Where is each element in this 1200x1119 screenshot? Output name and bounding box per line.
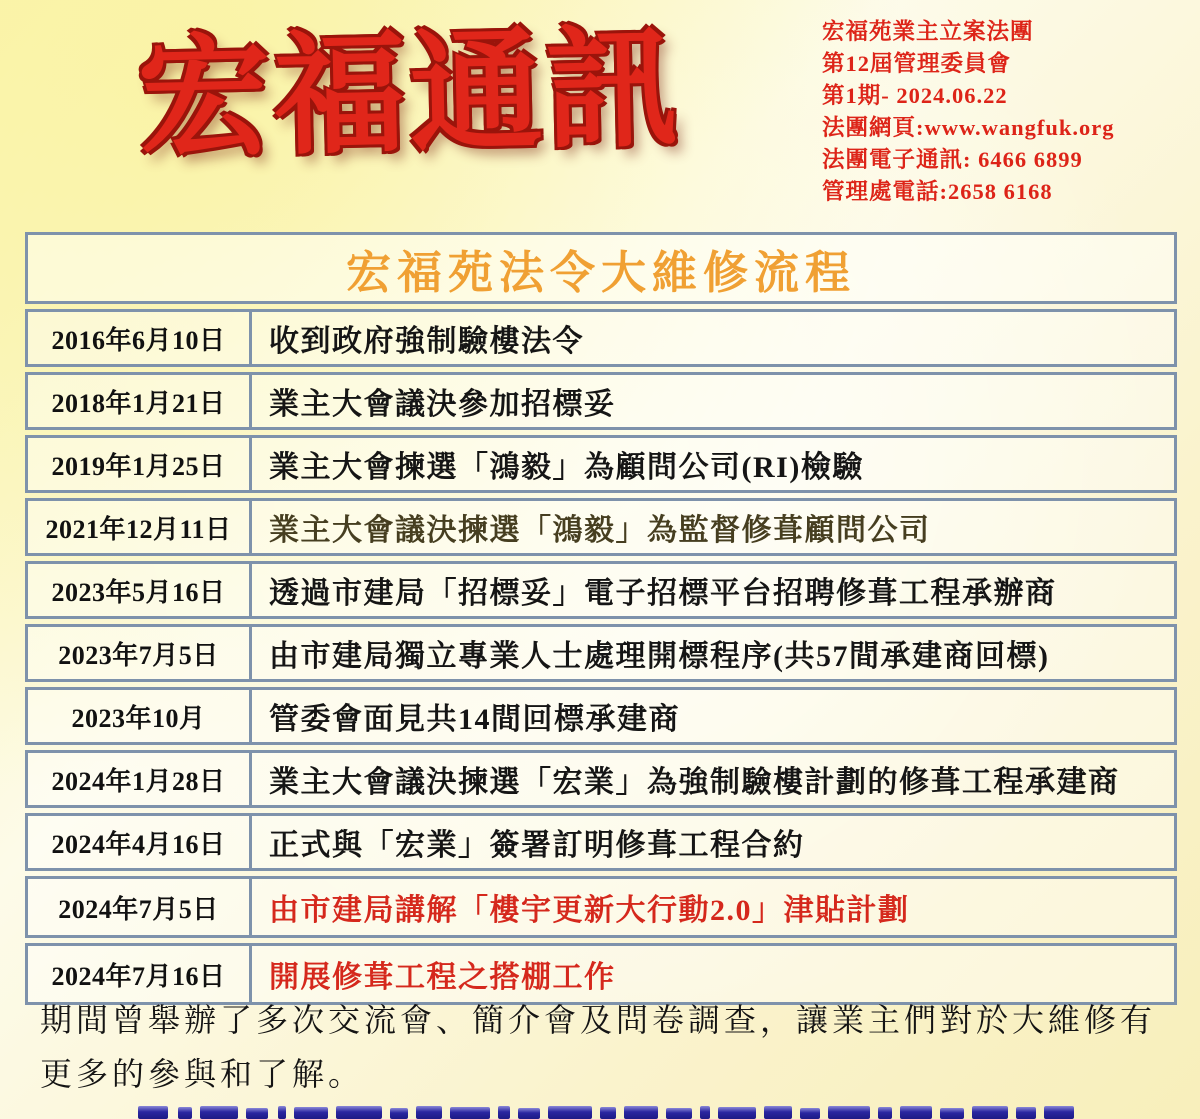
cutoff-glyph-tops-graphic — [138, 1101, 1083, 1119]
row-date: 2019年1月25日 — [28, 438, 252, 490]
row-date: 2024年4月16日 — [28, 816, 252, 868]
table-title-row — [25, 232, 1177, 304]
row-event: 由市建局講解「樓宇更新大行動2.0」津貼計劃 — [269, 894, 910, 927]
row-date: 2021年12月11日 — [28, 501, 252, 553]
row-event: 管委會面見共14間回標承建商 — [269, 703, 680, 736]
masthead-info-line: 宏福苑業主立案法團 — [822, 19, 1034, 44]
row-date: 2024年7月16日 — [28, 946, 252, 1002]
table-row — [25, 750, 1177, 808]
masthead-info-line: 第1期- 2024.06.22 — [822, 83, 1008, 108]
row-date: 2023年7月5日 — [28, 627, 252, 679]
table-row — [25, 561, 1177, 619]
table-title: 宏福苑法令大維修流程 — [345, 247, 856, 298]
table-row — [25, 435, 1177, 493]
table-rows — [25, 309, 1177, 1005]
row-event: 業主大會議決揀選「鴻毅」為監督修葺顧問公司 — [269, 514, 931, 547]
row-event: 收到政府強制驗樓法令 — [269, 325, 584, 358]
table-row — [25, 813, 1177, 871]
masthead-info-line: 法團網頁:www.wangfuk.org — [822, 115, 1115, 140]
masthead-info-line: 法團電子通訊: 6466 6899 — [822, 147, 1083, 172]
table-row — [25, 687, 1177, 745]
row-date: 2016年6月10日 — [28, 312, 252, 364]
table-row — [25, 372, 1177, 430]
masthead-info-line: 管理處電話:2658 6168 — [822, 179, 1053, 204]
table-row — [25, 498, 1177, 556]
masthead-info-line: 第12屆管理委員會 — [822, 51, 1012, 76]
table-row — [25, 876, 1177, 938]
closing-paragraph: 期間曾舉辦了多次交流會、簡介會及問卷調查，讓業主們對於大維修有更多的參與和了解。 — [40, 1002, 1157, 1092]
row-event: 業主大會揀選「鴻毅」為顧問公司(RI)檢驗 — [269, 451, 864, 484]
row-event: 正式與「宏業」簽署訂明修葺工程合約 — [269, 829, 805, 862]
row-event: 業主大會議決參加招標妥 — [269, 388, 616, 421]
masthead-info-block — [822, 16, 1182, 208]
repair-timeline-table — [25, 232, 1177, 1010]
row-date: 2024年7月5日 — [28, 879, 252, 935]
row-date: 2023年5月16日 — [28, 564, 252, 616]
row-event: 由市建局獨立專業人士處理開標程序(共57間承建商回標) — [269, 640, 1050, 673]
row-event: 透過市建局「招標妥」電子招標平台招聘修葺工程承辦商 — [269, 577, 1057, 610]
table-row — [25, 624, 1177, 682]
row-event: 開展修葺工程之搭棚工作 — [269, 961, 616, 994]
row-date: 2023年10月 — [28, 690, 252, 742]
row-date: 2024年1月28日 — [28, 753, 252, 805]
row-date: 2018年1月21日 — [28, 375, 252, 427]
row-event: 業主大會議決揀選「宏業」為強制驗樓計劃的修葺工程承建商 — [269, 766, 1120, 799]
newsletter-title: 宏福通訊 — [136, 15, 684, 174]
table-row — [25, 309, 1177, 367]
cutoff-text-tops — [138, 1101, 1083, 1119]
